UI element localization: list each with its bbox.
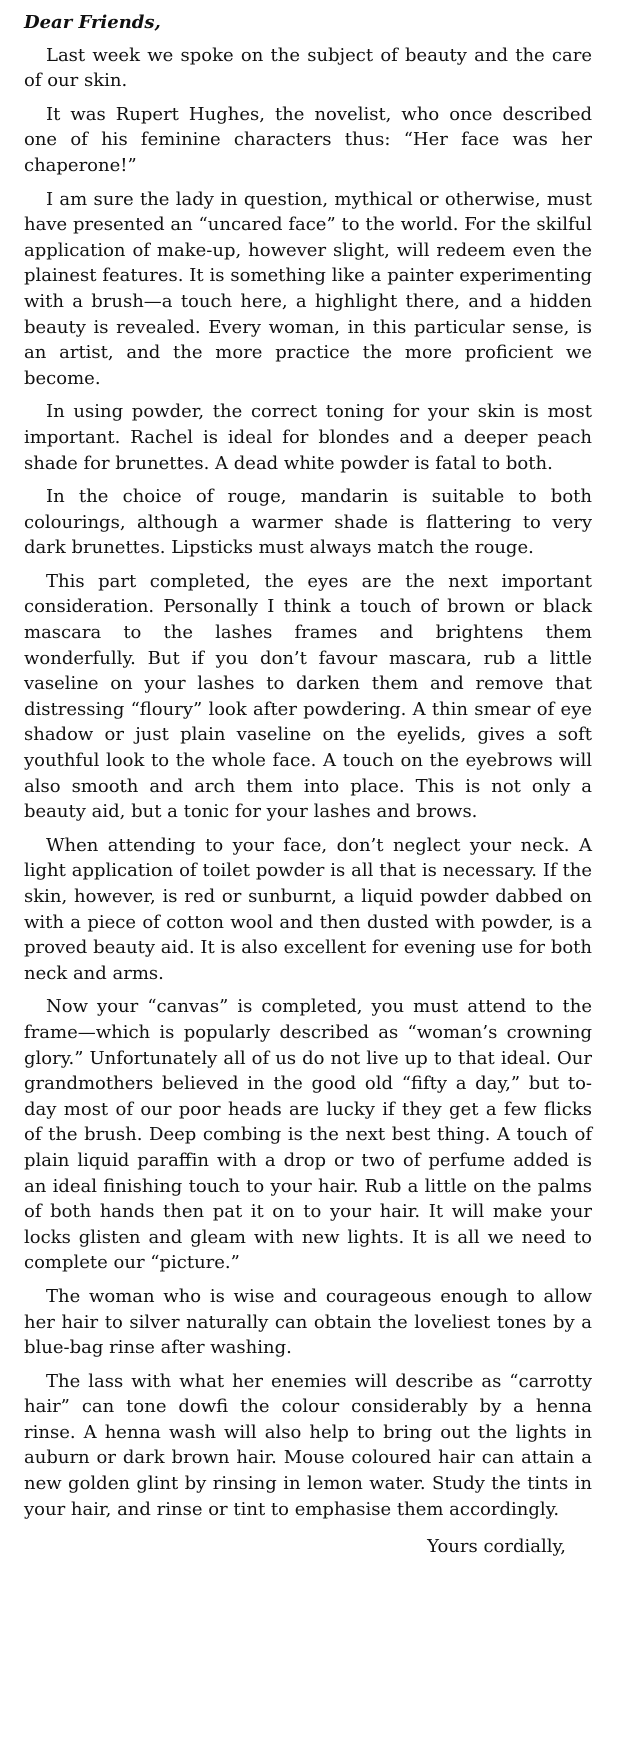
paragraph: The lass with what her enemies will describe as “carrotty hair” can tone dowfi the colour considerably by a henna rinse. A henna wash will also help to bring out the lights in auburn or dark brown hair. Mouse coloured hair can attain a new golden glint by rinsing in lemon water. Study the tints in your hair, and rinse or tint to emphasise them accordingly.	[24, 1370, 592, 1520]
salutation: Dear Friends,	[24, 12, 161, 33]
paragraph: This part completed, the eyes are the next important consideration. Personally I think a touch of brown or black mascara to the lashes frames and brightens them wonderfully. But if you don’t favour mascara, rub a little vaseline on your lashes to darken them and remove that distressing “floury” look after powdering. A thin smear of eye shadow or just plain vaseline on the eyelids, gives a soft youthful look to the whole face. A touch on the eyebrows will also smooth and arch them into place. This is not only a beauty aid, but a tonic for your lashes and brows.	[24, 570, 592, 823]
paragraph: The woman who is wise and courageous enough to allow her hair to silver naturally can obtain the loveliest tones by a blue-bag rinse after washing.	[24, 1285, 592, 1359]
closing: Yours cordially,	[427, 1536, 566, 1558]
paragraph: I am sure the lady in question, mythical or otherwise, must have presented an “uncared face” to the world. For the skilful application of make-up, however slight, will redeem even the plainest features. It is something like a painter experimenting with a brush—a touch here, a highlight there, and a hidden beauty is revealed. Every woman, in this particular sense, is an artist, and the more practice the more proficient we become.	[24, 188, 592, 389]
paragraph: Now your “canvas” is completed, you must attend to the frame—which is popularly described as “woman’s crowning glory.” Unfortunately all of us do not live up to that ideal. Our grandmothers believed in the good old “fifty a day,” but to-day most of our poor heads are lucky if they get a few flicks of the brush. Deep combing is the next best thing. A touch of plain liquid paraffin with a drop or two of perfume added is an ideal finishing touch to your hair. Rub a little on the palms of both hands then pat it on to your hair. It will make your locks glisten and gleam with new lights. It is all we need to complete our “picture.”	[24, 996, 592, 1274]
paragraph: When attending to your face, don’t neglect your neck. A light application of toilet powder is all that is necessary. If the skin, however, is red or sunburnt, a liquid powder dabbed on with a piece of cotton wool and then dusted with powder, is a proved beauty aid. It is also excellent for evening use for both neck and arms.	[24, 834, 592, 984]
paragraph: Last week we spoke on the subject of beauty and the care of our skin.	[24, 44, 592, 92]
paragraph: In the choice of rouge, mandarin is suitable to both colourings, although a warmer shade is flattering to very dark brunettes. Lipsticks must always match the rouge.	[24, 486, 592, 559]
paragraph: In using powder, the correct toning for your skin is most important. Rachel is ideal for blondes and a deeper peach shade for brunettes. A dead white powder is fatal to both.	[24, 401, 592, 474]
letter	[24, 10, 592, 1560]
paragraph: It was Rupert Hughes, the novelist, who once described one of his feminine characters thus: “Her face was her chaperone!”	[24, 103, 592, 176]
